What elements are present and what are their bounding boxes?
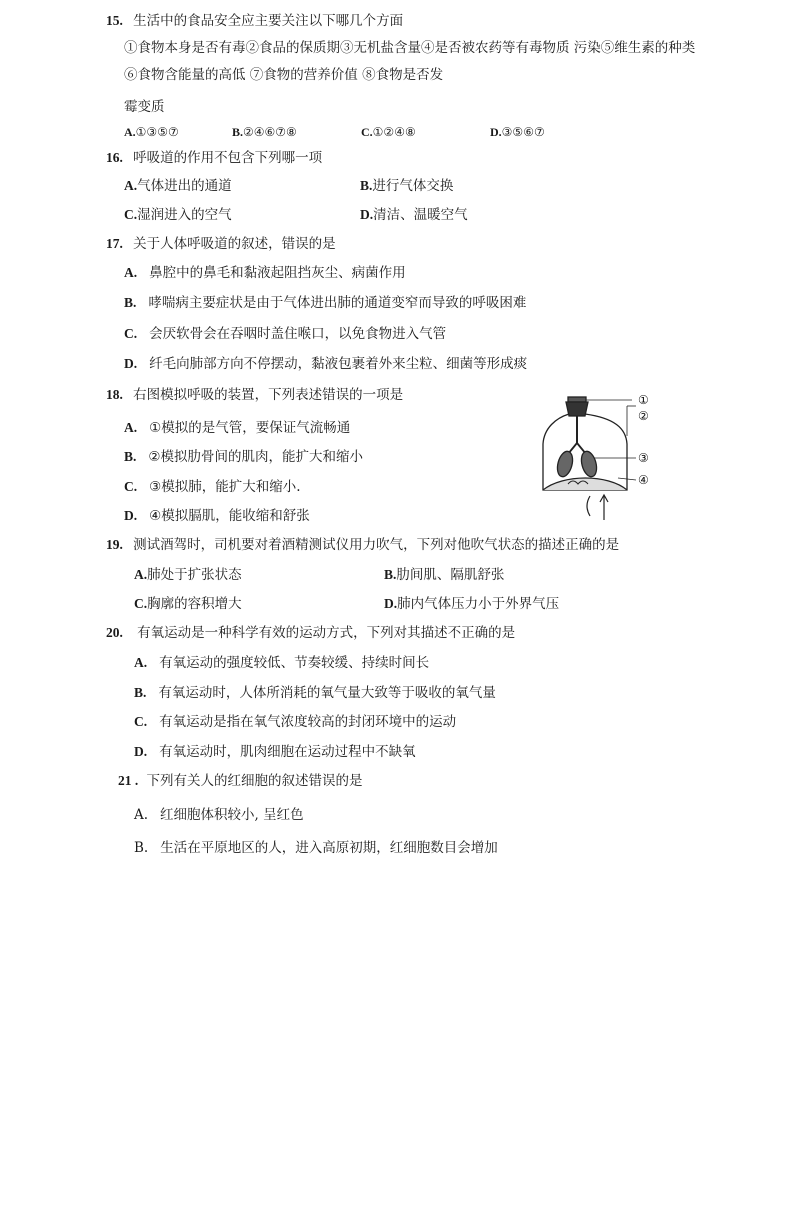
question-15-option-c: C.①②④⑧ (361, 125, 416, 139)
question-17-stem (106, 235, 336, 253)
question-20-option-d: D. 有氧运动时，肌肉细胞在运动过程中不缺氧 (134, 744, 416, 760)
question-text: 关于人体呼吸道的叙述，错误的是 (133, 236, 336, 252)
question-20-option-b: B. 有氧运动时，人体所消耗的氧气量大致等于吸收的氧气量 (134, 685, 496, 701)
question-18-option-d: D. ④模拟膈肌，能收缩和舒张 (124, 508, 310, 524)
question-19-option-a: A.肺处于扩张状态 (134, 567, 242, 583)
question-20-option-a: A. 有氧运动的强度较低、节奏较缓、持续时间长 (134, 655, 430, 671)
question-19-stem (106, 536, 619, 554)
question-21-option-b: B. 生活在平原地区的人，进入高原初期，红细胞数目会增加 (134, 840, 498, 856)
breathing-model-figure (538, 388, 663, 526)
question-18-option-a: A. ①模拟的是气管，要保证气流畅通 (124, 420, 351, 436)
question-15-stem (106, 12, 403, 30)
question-number: 17. (106, 236, 123, 251)
question-16-stem (106, 149, 322, 167)
question-15-option-a: A.①③⑤⑦ (124, 125, 179, 139)
figure-label-2: ② (638, 409, 649, 423)
question-15-option-d: D.③⑤⑥⑦ (490, 125, 545, 139)
left-balloon (555, 450, 575, 479)
question-17-option-c: C. 会厌软骨会在吞咽时盖住喉口，以免食物进入气管 (124, 326, 447, 342)
question-17-option-b: B. 哮喘病主要症状是由于气体进出肺的通道变窄而导致的呼吸困难 (124, 295, 527, 311)
question-text: 有氧运动是一种科学有效的运动方式，下列对其描述不正确的是 (137, 625, 516, 641)
question-number: 20. (106, 625, 123, 640)
right-balloon (579, 450, 599, 479)
question-number: 18. (106, 387, 123, 402)
figure-label-3: ③ (638, 451, 649, 465)
question-text: 呼吸道的作用不包含下列哪一项 (133, 150, 323, 166)
question-18-stem (106, 386, 403, 404)
question-15-items-line3: 霉变质 (124, 99, 165, 115)
question-20-option-c: C. 有氧运动是指在氧气浓度较高的封闭环境中的运动 (134, 714, 457, 730)
stopper-top (568, 397, 586, 402)
question-16-option-a: A.气体进出的通道 (124, 178, 232, 194)
question-20-stem (106, 624, 515, 642)
question-19-option-c: C.胸廓的容积增大 (134, 596, 242, 612)
question-text: 右图模拟呼吸的装置，下列表述错误的一项是 (133, 387, 404, 403)
figure-label-4: ④ (638, 473, 649, 487)
question-21-stem (118, 772, 363, 790)
question-text: 测试酒驾时，司机要对着酒精测试仪用力吹气，下列对他吹气状态的描述正确的是 (133, 537, 620, 553)
question-15-items-line1: ①食物本身是否有毒②食品的保质期③无机盐含量④是否被农药等有毒物质 污染⑤维生素的种类 (124, 40, 696, 56)
question-18-option-b: B. ②模拟肋骨间的肌肉，能扩大和缩小 (124, 449, 363, 465)
question-18-option-c: C. ③模拟肺，能扩大和缩小. (124, 479, 301, 495)
question-15-items-line2: ⑥食物含能量的高低 ⑦食物的营养价值 ⑧食物是否发 (124, 67, 444, 83)
question-text: 生活中的食品安全应主要关注以下哪几个方面 (133, 13, 404, 29)
question-19-option-b: B.肋间肌、隔肌舒张 (384, 567, 505, 583)
question-number: 15. (106, 13, 123, 28)
rubber-membrane (543, 478, 627, 490)
question-21-option-a: A. 红细胞体积较小, 呈红色 (134, 807, 304, 823)
question-number: 16. (106, 150, 123, 165)
stopper-body (566, 402, 588, 416)
question-16-option-c: C.湿润进入的空气 (124, 207, 232, 223)
question-number: 19. (106, 537, 123, 552)
question-15-option-b: B.②④⑥⑦⑧ (232, 125, 297, 139)
question-17-option-d: D. 纤毛向肺部方向不停摆动，黏液包裹着外来尘粒、细菌等形成痰 (124, 356, 528, 372)
question-number: 21 . (118, 773, 139, 788)
question-19-option-d: D.肺内气体压力小于外界气压 (384, 596, 560, 612)
question-16-option-b: B.进行气体交换 (360, 178, 454, 194)
question-16-option-d: D.清洁、温暖空气 (360, 207, 468, 223)
question-17-option-a: A. 鼻腔中的鼻毛和黏液起阻挡灰尘、病菌作用 (124, 265, 406, 281)
question-text: 下列有关人的红细胞的叙述错误的是 (146, 773, 363, 789)
figure-label-1: ① (638, 393, 649, 407)
